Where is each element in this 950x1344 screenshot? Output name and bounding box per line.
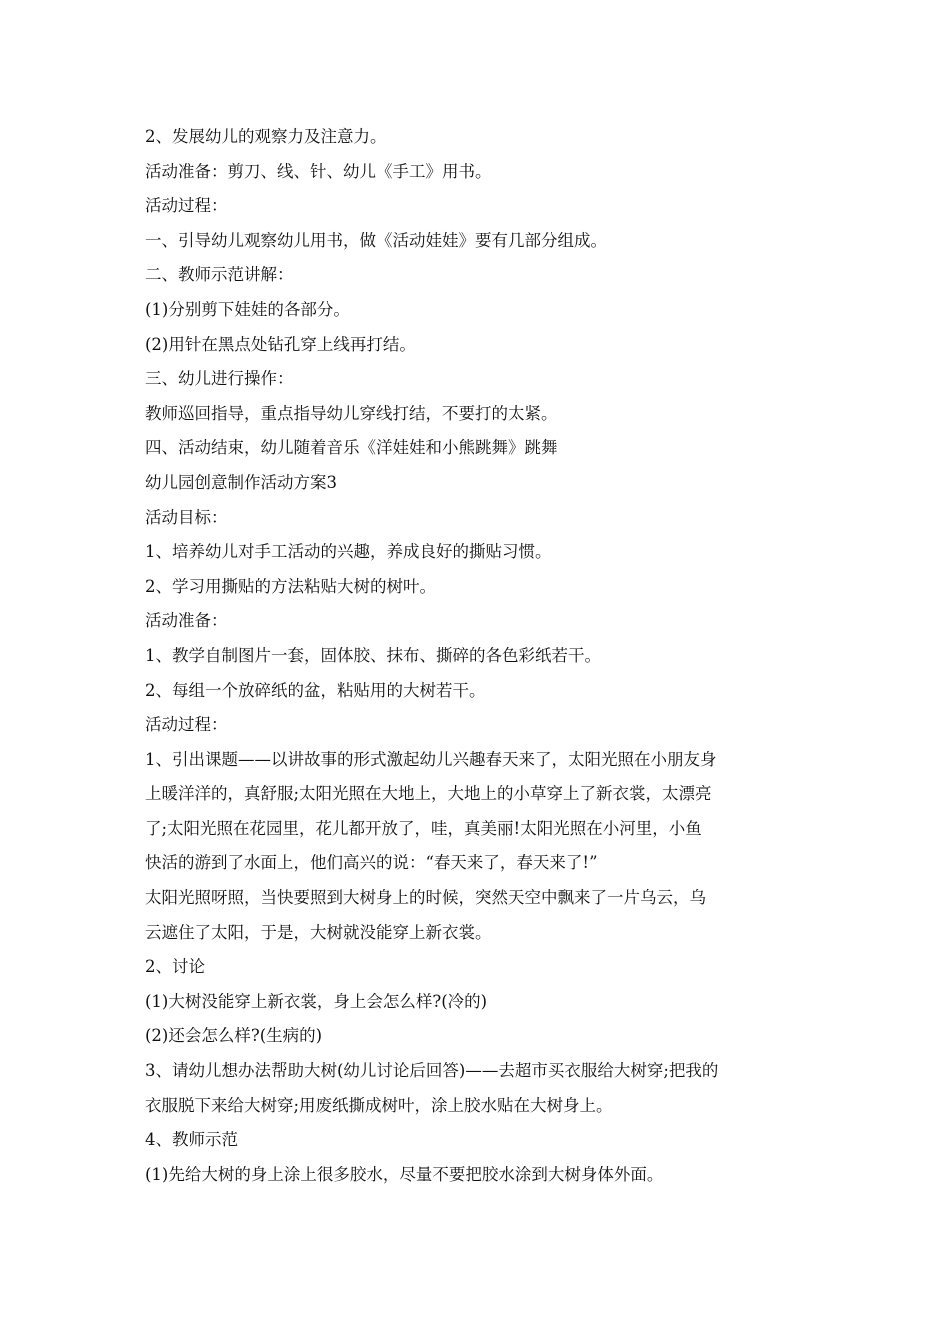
- text-line: 上暖洋洋的，真舒服;太阳光照在大地上，大地上的小草穿上了新衣裳，太漂亮: [145, 784, 712, 804]
- text-line: 2、每组一个放碎纸的盆，粘贴用的大树若干。: [145, 680, 486, 700]
- text-line: 活动过程：: [145, 715, 228, 735]
- text-line: 1、培养幼儿对手工活动的兴趣，养成良好的撕贴习惯。: [145, 542, 552, 562]
- text-line: 了;太阳光照在花园里，花儿都开放了，哇，真美丽!太阳光照在小河里，小鱼: [145, 818, 702, 838]
- text-line: (2)还会怎么样?(生病的): [145, 1026, 323, 1046]
- text-line: 1、引出课题——以讲故事的形式激起幼儿兴趣春天来了，太阳光照在小朋友身: [145, 749, 717, 769]
- text-line: 2、发展幼儿的观察力及注意力。: [145, 127, 387, 146]
- text-line: 2、讨论: [145, 957, 205, 977]
- text-line: 活动过程：: [145, 196, 228, 216]
- text-line: 3、请幼儿想办法帮助大树(幼儿讨论后回答)——去超市买衣服给大树穿;把我的: [145, 1061, 719, 1081]
- text-line: 1、教学自制图片一套，固体胶、抹布、撕碎的各色彩纸若干。: [145, 645, 601, 665]
- text-line: 云遮住了太阳，于是，大树就没能穿上新衣裳。: [145, 922, 492, 942]
- text-line: 教师巡回指导，重点指导幼儿穿线打结，不要打的太紧。: [145, 403, 558, 423]
- text-line: (2)用针在黑点处钻孔穿上线再打结。: [145, 334, 416, 354]
- text-line: (1)大树没能穿上新衣裳，身上会怎么样?(冷的): [145, 991, 488, 1011]
- text-line: 快活的游到了水面上，他们高兴的说：“春天来了，春天来了!”: [145, 853, 598, 873]
- text-line: 活动准备：: [145, 611, 228, 631]
- text-line: 活动准备：剪刀、线、针、幼儿《手工》用书。: [145, 161, 492, 181]
- section-title: 幼儿园创意制作活动方案3: [145, 472, 337, 492]
- text-line: 三、幼儿进行操作：: [145, 369, 294, 389]
- text-line: 活动目标：: [145, 507, 228, 527]
- text-line: 衣服脱下来给大树穿;用废纸撕成树叶，涂上胶水贴在大树身上。: [145, 1095, 613, 1115]
- text-line: 二、教师示范讲解：: [145, 265, 294, 285]
- text-line: 4、教师示范: [145, 1130, 238, 1150]
- document-body: [145, 120, 815, 1192]
- text-line: 一、引导幼儿观察幼儿用书，做《活动娃娃》要有几部分组成。: [145, 230, 607, 250]
- text-line: (1)分别剪下娃娃的各部分。: [145, 299, 350, 319]
- text-line: (1)先给大树的身上涂上很多胶水，尽量不要把胶水涂到大树身体外面。: [145, 1164, 664, 1184]
- text-line: 2、学习用撕贴的方法粘贴大树的树叶。: [145, 576, 436, 596]
- text-line: 四、活动结束，幼儿随着音乐《洋娃娃和小熊跳舞》跳舞: [145, 438, 558, 458]
- text-line: 太阳光照呀照，当快要照到大树身上的时候，突然天空中飘来了一片乌云，乌: [145, 888, 706, 908]
